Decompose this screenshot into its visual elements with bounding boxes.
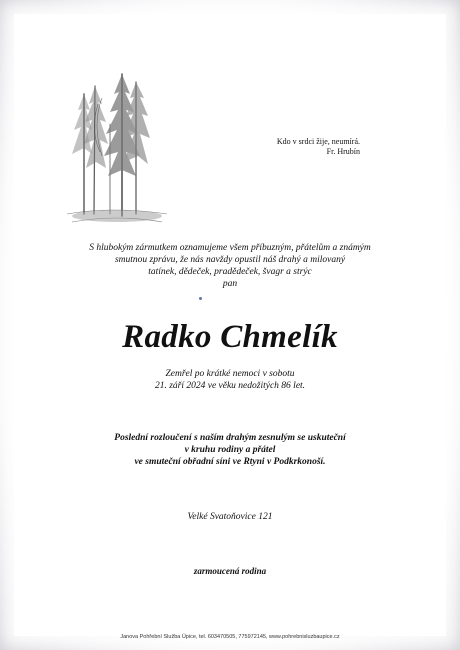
quote-author: Fr. Hrubín xyxy=(326,147,360,156)
pine-trees-illustration xyxy=(62,64,172,234)
death-notice xyxy=(80,368,380,392)
funeral-service-footer: Janova Pohřební Služba Úpice, tel. 603470505, 775972145, www.pohrebnisluzbaupice.cz xyxy=(120,634,340,640)
announcement-intro xyxy=(60,242,400,290)
family-address: Velké Svatoňovice 121 xyxy=(187,512,273,522)
mourners-signature: zarmoucená rodina xyxy=(193,566,267,576)
farewell-line: ve smuteční obřadní síni ve Rtyni v Podkrkonoší. xyxy=(134,457,326,467)
farewell-notice xyxy=(60,432,400,468)
death-line: 21. září 2024 ve věku nedožitých 86 let. xyxy=(154,381,306,391)
intro-line: pan xyxy=(222,279,238,289)
intro-line: tatínek, dědeček, pradědeček, švagr a strýc xyxy=(148,267,312,277)
memorial-quote xyxy=(220,137,360,157)
ink-dot xyxy=(199,297,202,300)
quote-text: Kdo v srdci žije, neumírá. xyxy=(276,137,360,146)
farewell-line: v kruhu rodiny a přátel xyxy=(184,445,276,455)
deceased-name: Radko Chmelík xyxy=(122,319,338,355)
farewell-line: Poslední rozloučení s naším drahým zesnulým se uskuteční xyxy=(114,433,346,443)
death-line: Zemřel po krátké nemoci v sobotu xyxy=(165,369,295,379)
intro-line: S hlubokým zármutkem oznamujeme všem příbuzným, přátelům a známým xyxy=(89,243,371,253)
intro-line: smutnou zprávu, že nás navždy opustil náš drahý a milovaný xyxy=(114,255,346,265)
